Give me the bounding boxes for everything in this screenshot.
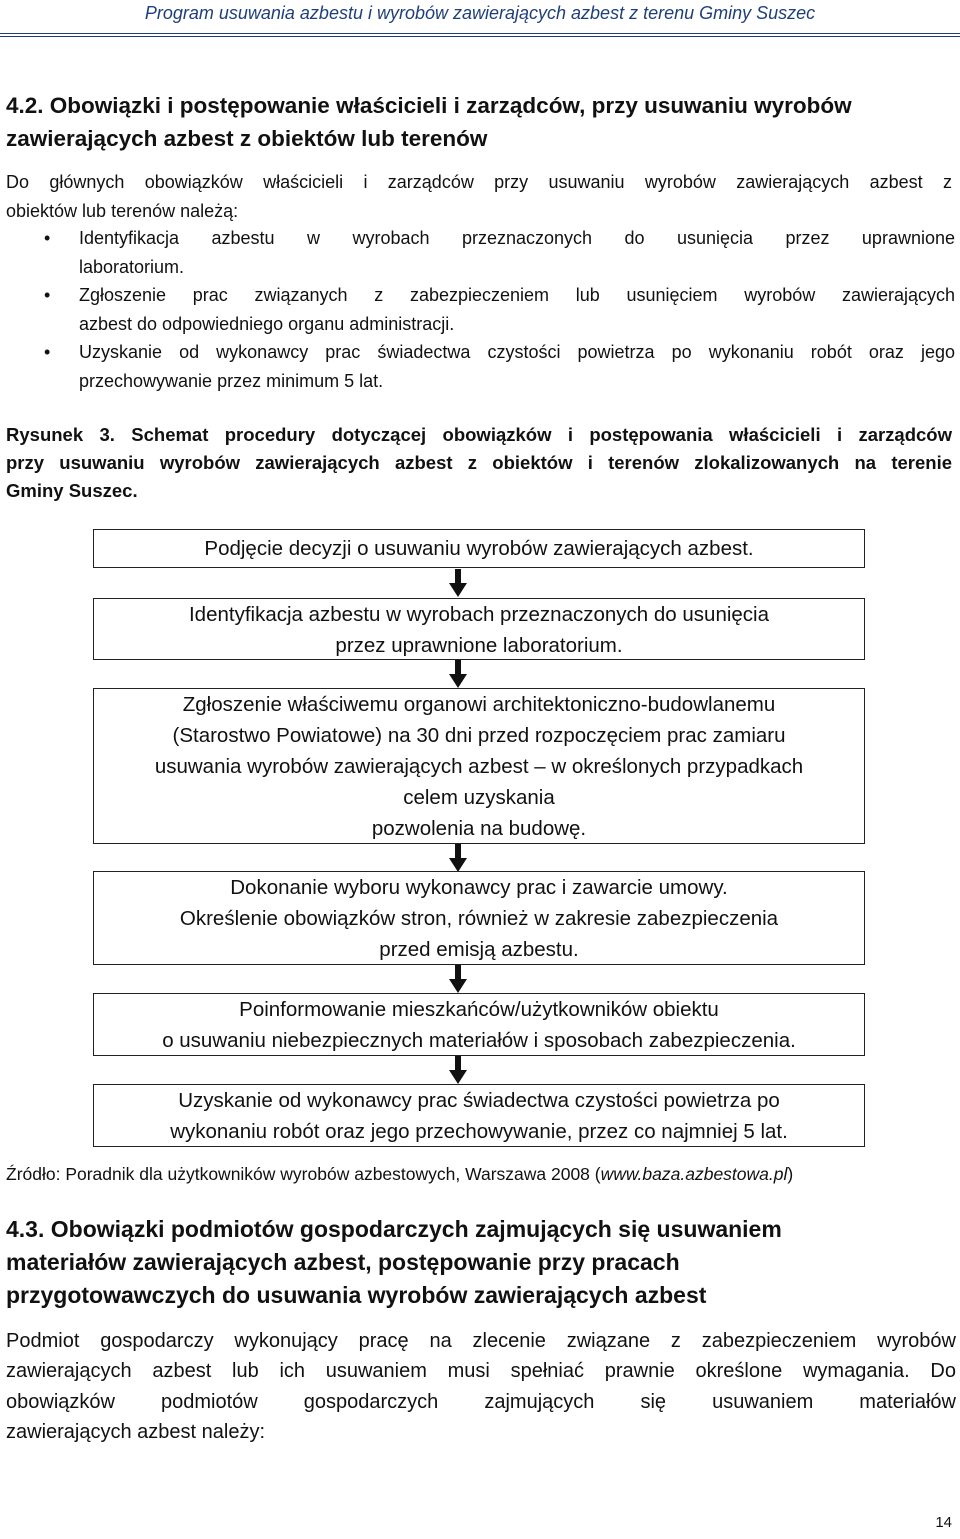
flow-step-text: Określenie obowiązków stron, również w zakresie zabezpieczenia <box>179 907 779 930</box>
flow-step-text: wykonaniu robót oraz jego przechowywanie, przez co najmniej 5 lat. <box>170 1120 788 1143</box>
flow-step-text: o usuwaniu niebezpiecznych materiałów i sposobach zabezpieczenia. <box>162 1029 796 1052</box>
flow-step-text: Poinformowanie mieszkańców/użytkowników obiektu <box>239 998 719 1021</box>
bullet-1-line2: laboratorium. <box>79 257 185 277</box>
source-link[interactable]: www.baza.azbestowa.pl <box>600 1164 788 1184</box>
bullet-dot-icon: • <box>44 342 51 362</box>
flow-step-text: przez uprawnione laboratorium. <box>335 634 623 657</box>
running-header: Program usuwania azbestu i wyrobów zawierających azbest z terenu Gminy Suszec <box>144 3 816 23</box>
down-arrow-icon <box>449 1056 467 1084</box>
bullet-dot-icon: • <box>44 228 51 248</box>
figure-source <box>6 1161 952 1187</box>
header-rule <box>0 33 960 34</box>
figure-caption-line2: przy usuwaniu wyrobów zawierających azbest z obiektów i terenów zlokalizowanych na terenie <box>6 452 952 473</box>
flow-step-text: Zgłoszenie właściwemu organowi architektoniczno-budowlanemu <box>182 693 776 716</box>
flow-step-1 <box>93 529 865 568</box>
down-arrow-icon <box>449 965 467 993</box>
flow-step-3 <box>93 688 865 844</box>
section-4-3-para-line1: Podmiot gospodarczy wykonujący pracę na zlecenie związane z zabezpieczeniem wyrobów <box>6 1330 956 1352</box>
bullet-2-line1: Zgłoszenie prac związanych z zabezpieczeniem lub usunięciem wyrobów zawierających <box>79 285 955 305</box>
flow-step-text: przed emisją azbestu. <box>379 938 579 961</box>
section-4-3-para-line3: obowiązków podmiotów gospodarczych zajmujących się usuwaniem materiałów <box>6 1391 956 1413</box>
intro-line1: Do głównych obowiązków właścicieli i zarządców przy usuwaniu wyrobów zawierających azbest z <box>6 172 952 192</box>
section-4-3-heading-line1: 4.3. Obowiązki podmiotów gospodarczych zajmujących się usuwaniem <box>6 1216 782 1242</box>
bullet-2-line2: azbest do odpowiedniego organu administracji. <box>79 314 455 334</box>
bullet-1-line1: Identyfikacja azbestu w wyrobach przeznaczonych do usunięcia przez uprawnione <box>79 228 955 248</box>
section-4-3-para-line4: zawierających azbest należy: <box>6 1421 266 1443</box>
bullet-3-line2: przechowywanie przez minimum 5 lat. <box>79 371 384 391</box>
bullet-3-line1: Uzyskanie od wykonawcy prac świadectwa czystości powietrza po wykonaniu robót oraz jego <box>79 342 955 362</box>
flow-step-text: Uzyskanie od wykonawcy prac świadectwa czystości powietrza po <box>178 1089 780 1112</box>
flow-step-6 <box>93 1084 865 1147</box>
header-rule-secondary <box>0 36 960 37</box>
figure-caption-line3: Gminy Suszec. <box>6 480 138 501</box>
flow-step-text: Identyfikacja azbestu w wyrobach przeznaczonych do usunięcia <box>188 603 770 626</box>
flow-step-text: usuwania wyrobów zawierających azbest – w określonych przypadkach <box>154 755 804 778</box>
section-4-3-heading-line3: przygotowawczych do usuwania wyrobów zawierających azbest <box>6 1282 707 1308</box>
down-arrow-icon <box>449 660 467 688</box>
flow-step-5 <box>93 993 865 1056</box>
flow-step-2 <box>93 598 865 660</box>
flow-step-text: (Starostwo Powiatowe) na 30 dni przed rozpoczęciem prac zamiaru <box>172 724 786 747</box>
down-arrow-icon <box>449 569 467 597</box>
section-4-3-para-line2: zawierających azbest lub ich usuwaniem musi spełniać prawnie określone wymagania. Do <box>6 1360 956 1382</box>
down-arrow-icon <box>449 844 467 872</box>
section-4-2-heading-line2: zawierających azbest z obiektów lub terenów <box>6 126 488 151</box>
section-4-2-heading-line1: 4.2. Obowiązki i postępowanie właścicieli i zarządców, przy usuwaniu wyrobów <box>6 93 852 118</box>
flow-step-text: pozwolenia na budowę. <box>371 817 587 840</box>
source-suffix: ) <box>787 1164 794 1184</box>
flow-step-text: Podjęcie decyzji o usuwaniu wyrobów zawierających azbest. <box>204 537 754 560</box>
bullet-dot-icon: • <box>44 285 51 305</box>
intro-line2: obiektów lub terenów należą: <box>6 201 239 221</box>
flow-step-4 <box>93 871 865 965</box>
section-4-3-heading-line2: materiałów zawierających azbest, postępowanie przy pracach <box>6 1249 680 1275</box>
page-number: 14 <box>935 1514 952 1531</box>
figure-caption-line1: Rysunek 3. Schemat procedury dotyczącej obowiązków i postępowania właścicieli i zarządców <box>6 424 952 445</box>
source-prefix: Źródło: Poradnik dla użytkowników wyrobów azbestowych, Warszawa 2008 ( <box>6 1164 601 1184</box>
flow-step-text: Dokonanie wyboru wykonawcy prac i zawarcie umowy. <box>230 876 728 899</box>
flow-step-text: celem uzyskania <box>403 786 555 809</box>
